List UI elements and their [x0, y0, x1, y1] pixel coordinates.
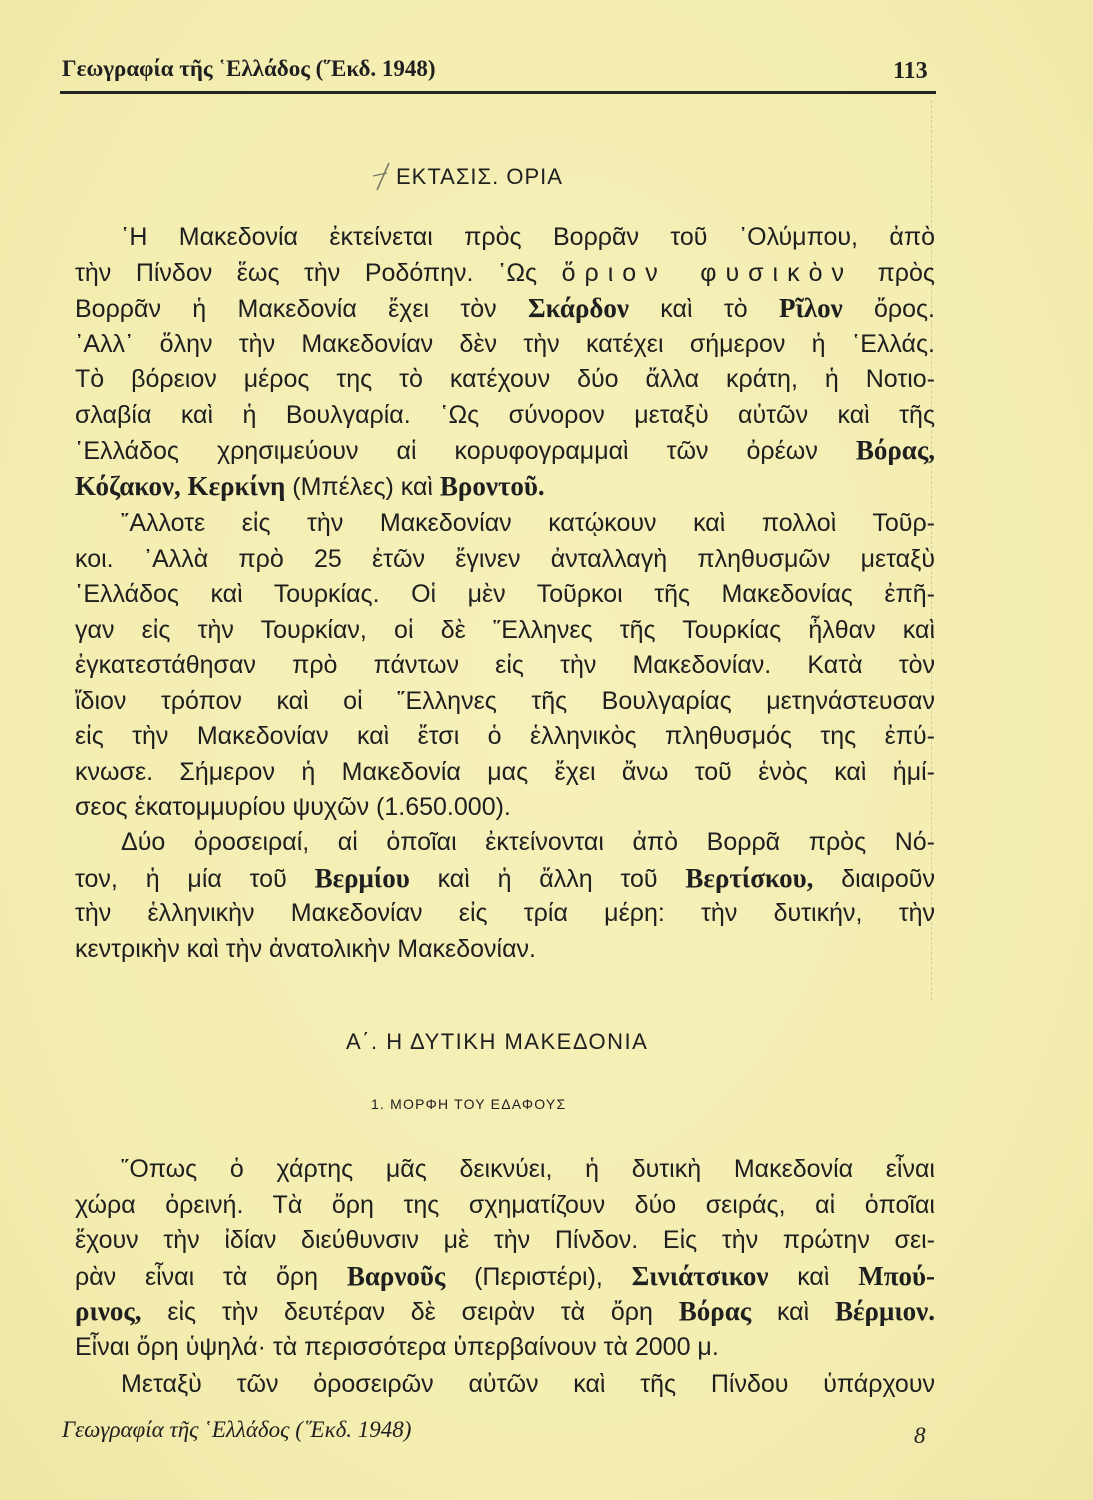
subsubsection-heading: 1. ΜΟΡΦΗ ΤΟΥ ΕΔΑΦΟΥΣ	[371, 1096, 567, 1112]
spaced-emphasis: ὅριον φυσικὸν	[561, 258, 854, 287]
text-line	[75, 861, 935, 897]
text-line	[75, 256, 935, 292]
text-segment: ῾Ελλάδος χρησιμεύουν αἱ κορυφογραμμαὶ τῶν ὀρέων	[75, 437, 856, 465]
text-line: Τὸ βόρειον μέρος της τὸ κατέχουν δύο ἄλλα κράτη, ἡ Νοτιο-	[75, 365, 935, 393]
text-line	[75, 433, 935, 469]
text-line	[75, 291, 935, 327]
bold-term: Βερμίου	[314, 862, 410, 893]
bold-term: Σκάρδον	[528, 293, 629, 323]
subsection-heading: Α΄. Η ΔΥΤΙΚΗ ΜΑΚΕΔΟΝΙΑ	[346, 1029, 649, 1054]
paragraph	[75, 1152, 935, 1365]
text-line: σεος ἑκατομμυρίου ψυχῶν (1.650.000).	[75, 793, 511, 821]
text-line	[75, 469, 935, 505]
text-line: χώρα ὀρεινή. Τὰ ὄρη της σχηματίζουν δύο σειράς, αἱ ὁποῖαι	[75, 1190, 935, 1219]
text-segment: εἰς τὴν δευτέραν δὲ σειρὰν τὰ ὄρη	[141, 1298, 679, 1326]
text-line: κνωσε. Σήμερον ἡ Μακεδονία μας ἔχει ἄνω τοῦ ἑνὸς καὶ ἡμί-	[75, 757, 935, 786]
text-line: ῾Η Μακεδονία ἐκτείνεται πρὸς Βορρᾶν τοῦ ᾿Ολύμπου, ἀπὸ	[121, 223, 935, 251]
bold-term: Βόρας	[678, 1296, 752, 1326]
text-segment: ὄρος.	[842, 295, 936, 323]
text-line: ᾿Αλλ᾿ ὅλην τὴν Μακεδονίαν δὲν τὴν κατέχει σήμερον ἡ ῾Ελλάς.	[75, 329, 935, 358]
text-line	[75, 1294, 935, 1330]
text-line: Εἶναι ὄρη ὑψηλά· τὰ περισσότερα ὑπερβαίνουν τὰ 2000 μ.	[75, 1332, 719, 1361]
text-segment: Βορρᾶν ἡ Μακεδονία ἔχει τὸν	[75, 295, 529, 323]
text-line: ῾Ελλάδος καὶ Τουρκίας. Οἱ μὲν Τοῦρκοι τῆς Μακεδονίας ἐπῆ-	[75, 580, 935, 608]
bold-term: Βροντοῦ.	[439, 470, 545, 501]
text-segment: (Μπέλες) καὶ	[285, 472, 440, 501]
text-segment: καὶ	[751, 1298, 836, 1326]
header-rule	[60, 91, 936, 94]
bold-term: Βόρας,	[855, 435, 935, 465]
text-line: ἴδιον τρόπον καὶ οἱ ῞Ελληνες τῆς Βουλγαρίας μετηνάστευσαν	[75, 686, 935, 715]
text-segment: τὴν Πίνδον ἕως τὴν Ροδόπην. ῾Ως	[75, 258, 562, 287]
text-segment: διαιροῦν	[813, 864, 935, 893]
text-line: Δύο ὀροσειραί, αἱ ὁποῖαι ἐκτείνονται ἀπὸ Βορρᾶ πρὸς Νό-	[121, 828, 935, 856]
text-line	[75, 1259, 935, 1295]
pencil-mark-icon	[370, 160, 396, 192]
bold-term: Βαρνοῦς	[346, 1260, 446, 1291]
text-segment: καὶ τὸ	[628, 295, 779, 323]
text-segment: καὶ	[768, 1262, 859, 1291]
paragraph	[75, 220, 935, 504]
text-line: ἔχουν τὴν ἰδίαν διεύθυνσιν μὲ τὴν Πίνδον. Εἰς τὴν πρώτην σει-	[75, 1226, 935, 1254]
bold-term: Κόζακον, Κερκίνη	[75, 470, 286, 501]
text-line: κοι. ᾿Αλλὰ πρὸ 25 ἐτῶν ἔγινεν ἀνταλλαγὴ πληθυσμῶν μεταξὺ	[75, 544, 935, 573]
text-segment: τον, ἡ μία τοῦ	[75, 864, 315, 893]
section-heading: ΕΚΤΑΣΙΣ. ΟΡΙΑ	[396, 164, 563, 189]
text-line: ῎Αλλοτε εἰς τὴν Μακεδονίαν κατῴκουν καὶ πολλοὶ Τοῦρ-	[121, 509, 935, 537]
text-segment: (Περιστέρι),	[445, 1262, 632, 1291]
bold-term: Σινιάτσικον	[631, 1260, 769, 1291]
paragraph	[75, 506, 935, 826]
text-line: γαν εἰς τὴν Τουρκίαν, οἱ δὲ ῞Ελληνες τῆς Τουρκίας ἦλθαν καὶ	[75, 615, 935, 644]
bold-term: Μπού-	[858, 1260, 935, 1291]
bold-term: Ρῖλον	[778, 293, 843, 323]
text-segment: καὶ ἡ ἄλλη τοῦ	[409, 864, 686, 893]
text-line: τὴν ἑλληνικὴν Μακεδονίαν εἰς τρία μέρη: τὴν δυτικήν, τὴν	[75, 899, 935, 927]
text-line: ῞Οπως ὁ χάρτης μᾶς δεικνύει, ἡ δυτικὴ Μακεδονία εἶναι	[121, 1155, 935, 1183]
text-line: Μεταξὺ τῶν ὀροσειρῶν αὐτῶν καὶ τῆς Πίνδου ὑπάρχουν	[121, 1370, 935, 1398]
bold-term: Βερτίσκου,	[685, 862, 814, 893]
running-head-title: Γεωγραφία τῆς ῾Ελλάδος (῞Εκδ. 1948)	[62, 56, 436, 81]
text-segment: ρὰν εἶναι τὰ ὄρη	[75, 1262, 347, 1291]
bold-term: ρινος,	[75, 1296, 142, 1326]
text-segment: πρὸς	[853, 258, 935, 287]
bold-term: Βέρμιον.	[835, 1296, 935, 1326]
text-line: ἐγκατεστάθησαν πρὸ πάντων εἰς τὴν Μακεδονίαν. Κατὰ τὸν	[75, 651, 935, 679]
signature-mark: 8	[914, 1423, 926, 1448]
text-line: σλαβία καὶ ἡ Βουλγαρία. ῾Ως σύνορον μεταξὺ αὐτῶν καὶ τῆς	[75, 400, 935, 429]
paragraph	[75, 1367, 935, 1403]
paragraph	[75, 825, 935, 967]
footer-title: Γεωγραφία τῆς ῾Ελλάδος (῞Εκδ. 1948)	[62, 1417, 412, 1442]
page-number: 113	[893, 58, 928, 84]
text-line: κεντρικὴν καὶ τὴν ἀνατολικὴν Μακεδονίαν.	[75, 934, 536, 963]
text-line: εἰς τὴν Μακεδονίαν καὶ ἔτσι ὁ ἑλληνικὸς πληθυσμός της ἐπύ-	[75, 722, 935, 750]
